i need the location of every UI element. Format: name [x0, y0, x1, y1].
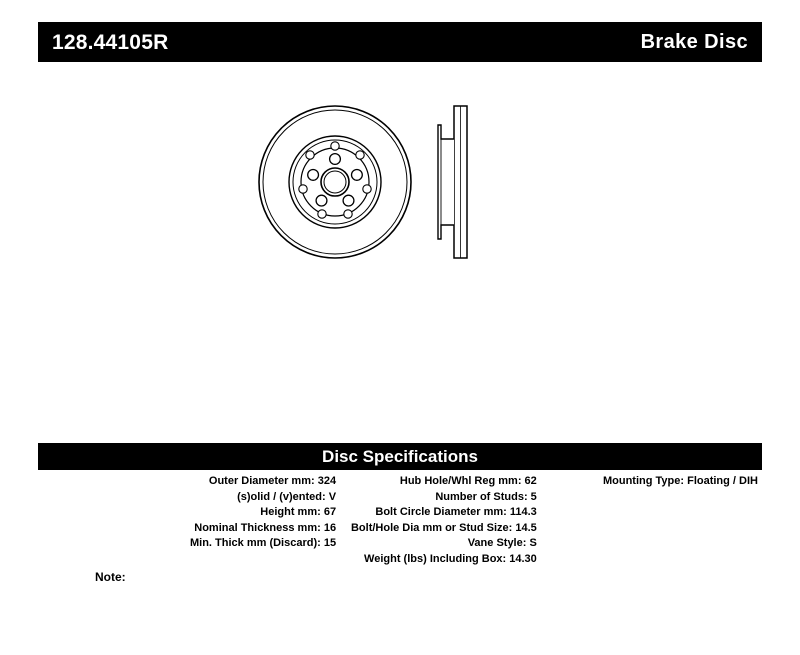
- spec-row: Nominal Thickness mm: 16: [194, 521, 337, 534]
- spec-column-1: [38, 474, 342, 567]
- spec-row: Min. Thick mm (Discard): 15: [189, 537, 337, 549]
- spec-row: Bolt/Hole Dia mm or Stud Size: 14.5: [350, 521, 537, 534]
- note-label: Note:: [95, 570, 126, 584]
- spec-columns: [38, 474, 762, 567]
- spec-title-bar: [38, 443, 762, 470]
- spec-title: Disc Specifications: [322, 447, 478, 466]
- spec-row: Mounting Type: Floating / DIH: [602, 475, 758, 487]
- spec-row: Weight (lbs) Including Box: 14.30: [364, 552, 537, 565]
- product-type: Brake Disc: [640, 31, 748, 53]
- spec-column-2: [342, 474, 545, 567]
- brake-disc-diagram: [250, 95, 550, 285]
- brake-rotor-front-view: [259, 106, 411, 258]
- spec-row: Hub Hole/Whl Reg mm: 62: [399, 475, 537, 487]
- spec-row: Vane Style: S: [467, 537, 537, 549]
- spec-row: Number of Studs: 5: [435, 490, 537, 503]
- spec-row: Height mm: 67: [260, 506, 337, 518]
- product-drawing: [250, 95, 550, 285]
- spec-row: Outer Diameter mm: 324: [208, 475, 337, 487]
- spec-column-3: [545, 474, 762, 567]
- brake-rotor-side-view: [438, 106, 467, 258]
- spec-row: Bolt Circle Diameter mm: 114.3: [375, 506, 537, 518]
- part-number: 128.44105R: [52, 30, 169, 54]
- header-bar: [38, 22, 762, 62]
- spec-row: (s)olid / (v)ented: V: [237, 490, 337, 503]
